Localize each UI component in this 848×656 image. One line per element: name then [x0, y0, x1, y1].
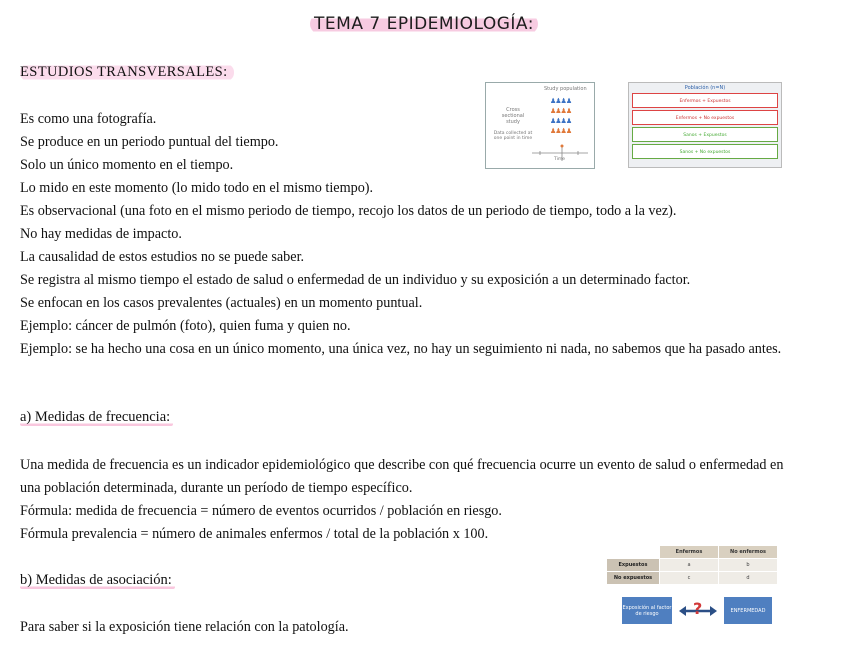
section-heading-asociacion: b) Medidas de asociación: [20, 572, 175, 589]
paragraph-line: No hay medidas de impacto. [20, 226, 182, 242]
figure-time-label: Time [554, 157, 566, 162]
cross-sectional-figure [485, 82, 595, 169]
paragraph-line: Lo mido en este momento (lo mido todo en el mismo tiempo). [20, 180, 374, 196]
section-heading-transversales: ESTUDIOS TRANSVERSALES: [20, 64, 234, 81]
paragraph-line: Se produce en un periodo puntual del tiempo. [20, 134, 279, 150]
disease-box: ENFERMEDAD [724, 597, 772, 624]
paragraph-line: Para saber si la exposición tiene relación con la patología. [20, 619, 349, 635]
population-box: Enfermos + Expuestos [632, 93, 778, 108]
table-cell: b [719, 559, 778, 572]
contingency-table [606, 545, 778, 585]
table-cell: d [719, 572, 778, 585]
table-row [607, 559, 778, 572]
table-row-label: No expuestos [607, 572, 660, 585]
paragraph-line: Es observacional (una foto en el mismo periodo de tiempo, recojo los datos de un periodo de tiempo, todo a la vez). [20, 203, 677, 219]
question-mark-icon: ? [693, 599, 703, 618]
population-box: Sanos + No expuestos [632, 144, 778, 159]
people-icon-group [550, 96, 574, 136]
section-asociacion-body [20, 616, 790, 639]
table-row [607, 572, 778, 585]
exposure-box: Exposición al factor de riesgo [622, 597, 672, 624]
figure-top-label: Study population [544, 86, 587, 92]
table-header: No enfermos [719, 546, 778, 559]
population-box: Sanos + Expuestos [632, 127, 778, 142]
paragraph-line: Fórmula: medida de frecuencia = número de eventos ocurridos / población en riesgo. [20, 503, 502, 519]
paragraph-line: Fórmula prevalencia = número de animales enfermos / total de la población x 100. [20, 526, 489, 542]
section-heading-frecuencia: a) Medidas de frecuencia: [20, 409, 173, 426]
paragraph-line: Una medida de frecuencia es un indicador epidemiológico que describe con qué frecuencia ocurre un evento de salud o enfermedad en una población determinada, durante un período de tiempo específico. [20, 457, 784, 496]
table-row-label: Expuestos [607, 559, 660, 572]
figure-side-note: Data collected at one point in time [493, 131, 533, 141]
section-frecuencia-body [20, 454, 790, 546]
table-cell: c [660, 572, 719, 585]
paragraph-line: Se registra al mismo tiempo el estado de salud o enfermedad de un individuo y su exposición a un determinado factor. [20, 272, 691, 288]
population-box: Enfermos + No expuestos [632, 110, 778, 125]
people-icon: ♟♟♟♟ [550, 117, 572, 125]
paragraph-line: Es como una fotografía. [20, 111, 157, 127]
table-cell: a [660, 559, 719, 572]
paragraph-line: Ejemplo: se ha hecho una cosa en un único momento, una única vez, no hay un seguimiento ni nada, no sabemos que ha pasado antes. [20, 341, 782, 357]
table-corner [607, 546, 660, 559]
paragraph-line: La causalidad de estos estudios no se puede saber. [20, 249, 305, 265]
page-title: TEMA 7 EPIDEMIOLOGÍA: [310, 14, 538, 34]
population-header: Población (n=N) [684, 85, 726, 91]
paragraph-line: Ejemplo: cáncer de pulmón (foto), quien fuma y quien no. [20, 318, 351, 334]
population-figure [628, 82, 782, 168]
people-icon: ♟♟♟♟ [550, 97, 572, 105]
people-icon: ♟♟♟♟ [550, 127, 572, 135]
table-header: Enfermos [660, 546, 719, 559]
people-icon: ♟♟♟♟ [550, 107, 572, 115]
figure-side-label: Cross sectional study [501, 107, 525, 125]
double-arrow-icon [678, 600, 718, 622]
page-title-wrap [0, 14, 848, 34]
paragraph-line: Se enfocan en los casos prevalentes (actuales) en un momento puntual. [20, 295, 423, 311]
paragraph-line: Solo un único momento en el tiempo. [20, 157, 234, 173]
